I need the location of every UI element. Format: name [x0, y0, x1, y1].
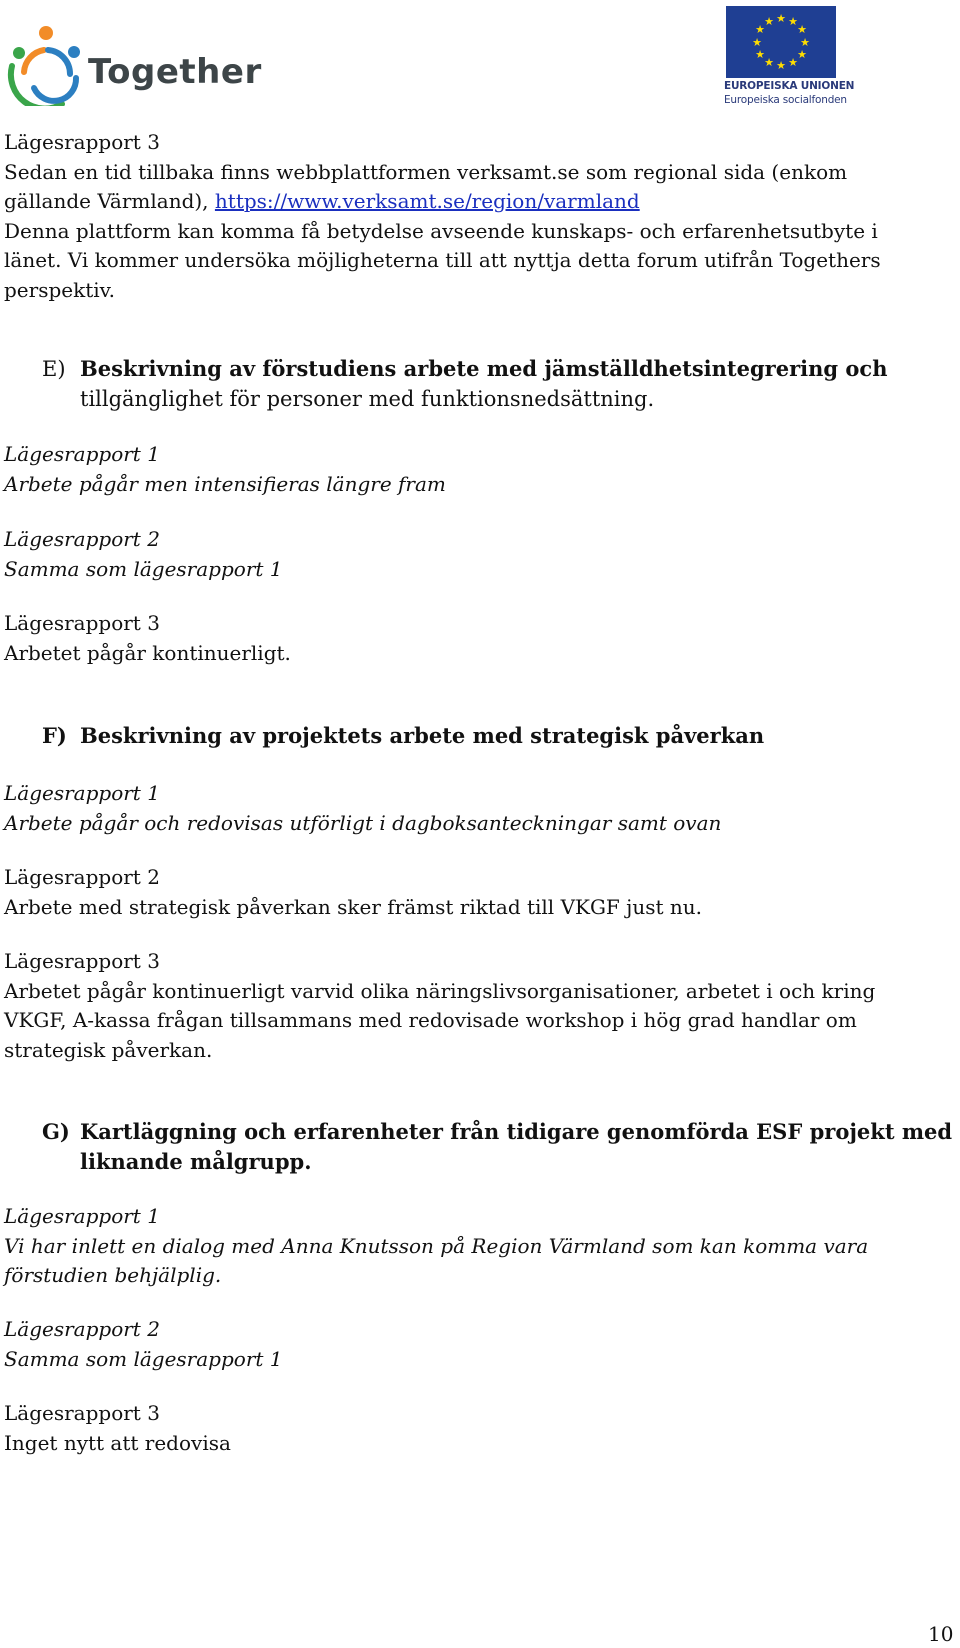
section-e-title-line1: Beskrivning av förstudiens arbete med jämställdhetsintegrering och: [80, 356, 888, 381]
section-f-letter: F): [42, 723, 67, 748]
section-g-title-line1: Kartläggning och erfarenheter från tidigare genomförda ESF projekt med: [80, 1119, 953, 1144]
page-number: 10: [928, 1622, 954, 1646]
report-label: Lägesrapport 3: [4, 611, 160, 635]
section-g-title-line2: liknande målgrupp.: [80, 1149, 312, 1174]
section-g-report-1: [4, 1202, 944, 1291]
svg-text:★: ★: [797, 48, 807, 61]
intro-line: Sedan en tid tillbaka finns webbplattformen verksamt.se som regional sida (enkom: [4, 159, 848, 184]
svg-text:★: ★: [797, 23, 807, 36]
svg-text:★: ★: [764, 56, 774, 69]
report-label: Lägesrapport 1: [4, 781, 160, 805]
eu-logo: [724, 6, 855, 106]
report-text: strategisk påverkan.: [4, 1037, 213, 1062]
svg-text:★: ★: [755, 48, 765, 61]
report-text: Vi har inlett en dialog med Anna Knutsson på Region Värmland som kan komma vara: [4, 1233, 869, 1258]
svg-text:★: ★: [800, 36, 810, 49]
intro-line: länet. Vi kommer undersöka möjligheterna till att nyttja detta forum utifrån Togethers: [4, 248, 881, 273]
report-label: Lägesrapport 3: [4, 949, 160, 973]
report-text: Arbete med strategisk påverkan sker främst riktad till VKGF just nu.: [4, 894, 703, 919]
intro-block: [4, 128, 944, 306]
section-g-report-2: [4, 1315, 944, 1374]
report-label: Lägesrapport 1: [4, 442, 160, 466]
together-logo-text: Together: [88, 52, 262, 92]
eu-flag-icon: [726, 6, 836, 78]
intro-line-text: gällande Värmland),: [4, 189, 215, 214]
report-text: Inget nytt att redovisa: [4, 1430, 231, 1455]
together-logo-mark-icon: [4, 22, 88, 106]
report-label: Lägesrapport 1: [4, 1204, 160, 1228]
report-label: Lägesrapport 2: [4, 1317, 160, 1341]
svg-text:★: ★: [752, 36, 762, 49]
section-f-title-line1: Beskrivning av projektets arbete med strategisk påverkan: [80, 723, 765, 748]
section-e-report-3: [4, 609, 944, 668]
section-f-report-2: [4, 863, 944, 922]
verksamt-link[interactable]: https://www.verksamt.se/region/varmland: [214, 189, 640, 214]
svg-text:★: ★: [764, 15, 774, 28]
section-f-report-1: [4, 779, 944, 838]
section-e-report-1: [4, 440, 944, 499]
svg-text:★: ★: [788, 15, 798, 28]
section-f-report-3: [4, 947, 944, 1065]
intro-line-with-link: [4, 187, 944, 217]
report-label: Lägesrapport 3: [4, 1401, 160, 1425]
eu-logo-line1: EUROPEISKA UNIONEN: [724, 80, 855, 92]
report-text: förstudien behjälplig.: [4, 1263, 222, 1288]
svg-text:★: ★: [776, 12, 786, 25]
eu-logo-line2: Europeiska socialfonden: [724, 94, 847, 106]
svg-text:★: ★: [755, 23, 765, 36]
report-text: Samma som lägesrapport 1: [4, 1346, 283, 1371]
together-logo: [4, 22, 264, 106]
report-text: Arbete pågår men intensifieras längre fram: [4, 471, 446, 496]
report-label: Lägesrapport 3: [4, 130, 160, 154]
svg-text:★: ★: [776, 59, 786, 72]
intro-line: Denna plattform kan komma få betydelse avseende kunskaps- och erfarenhetsutbyte i: [4, 218, 878, 243]
intro-line: perspektiv.: [4, 277, 115, 302]
report-text: Arbetet pågår kontinuerligt varvid olika näringslivsorganisationer, arbetet i och kring: [4, 978, 876, 1003]
section-g-report-3: [4, 1399, 944, 1458]
report-label: Lägesrapport 2: [4, 865, 160, 889]
report-text: Arbetet pågår kontinuerligt.: [4, 640, 291, 665]
section-e-report-2: [4, 525, 944, 584]
report-text: Samma som lägesrapport 1: [4, 556, 283, 581]
section-g-letter: G): [42, 1119, 70, 1144]
report-text: Arbete pågår och redovisas utförligt i dagboksanteckningar samt ovan: [4, 810, 722, 835]
section-e-title-line2: tillgänglighet för personer med funktionsnedsättning.: [80, 387, 655, 411]
report-text: VKGF, A-kassa frågan tillsammans med redovisade workshop i hög grad handlar om: [4, 1008, 857, 1033]
svg-text:★: ★: [788, 56, 798, 69]
report-label: Lägesrapport 2: [4, 527, 160, 551]
section-e-letter: E): [42, 357, 66, 381]
